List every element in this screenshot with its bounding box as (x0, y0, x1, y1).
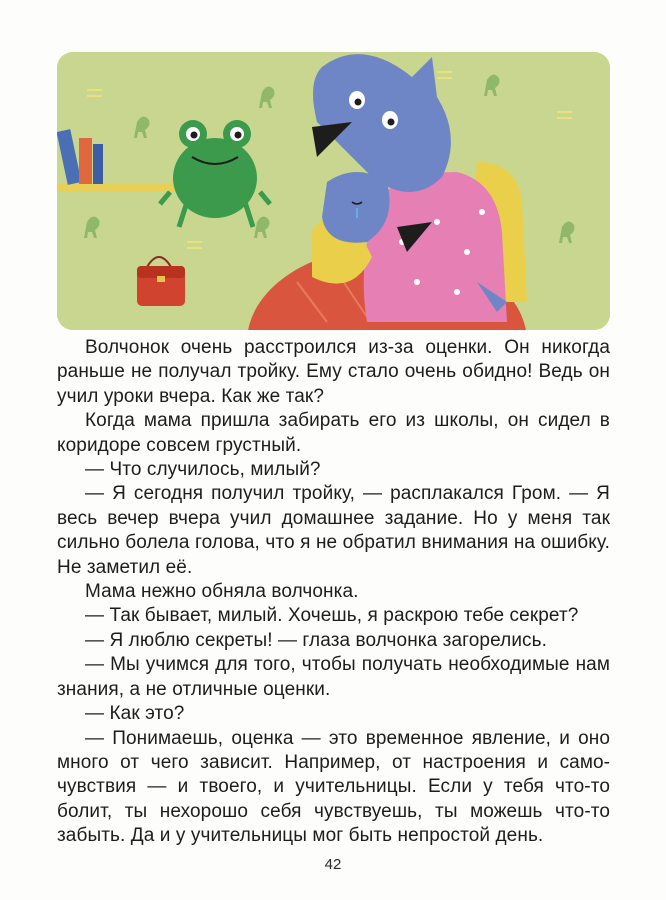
paragraph: — Так бывает, милый. Хочешь, я раскрою тебе секрет? (85, 605, 579, 627)
paragraph: — Я люблю секреты! — глаза волчонка загорелись. (85, 629, 548, 651)
book-navy (93, 144, 103, 184)
paragraph: Когда мама пришла забирать его из школы, он сидел в коридоре совсем грустный. (57, 410, 610, 456)
paragraph: — Как это? (85, 703, 185, 725)
story-illustration (57, 52, 610, 330)
story-text (57, 336, 610, 849)
paragraph: — Понимаешь, оценка — это временное явление, и оно много от чего зависит. Например, от настроения и самочувствия — и твоего, и учительницы. Если у тебя что-то болит, ты нехорошо себя чувствуешь, ты можешь что-то забыть. Да и у учительницы мог быть непростой день. (57, 727, 610, 847)
paragraph: — Мы учимся для того, чтобы получать необходимые нам знания, а не отличные оценки. (57, 654, 610, 700)
paragraph: Мама нежно обняла волчонка. (85, 581, 359, 603)
wolf-mother-hugging-cub-picture (57, 52, 610, 330)
paragraph: — Что случилось, милый? (85, 459, 321, 481)
paragraph: — Я сегодня получил тройку, — расплакался Гром. — Я весь вечер вчера учил домашнее задание. Но у меня так сильно болела голова, что я не обратил внимания на ошибку. Не заметил её. (57, 483, 610, 578)
paragraph: Волчонок очень расстроился из-за оценки. Он никогда раньше не получал тройку. Ему стало очень обидно! Ведь он учил уроки вчера. Как же так? (57, 337, 610, 407)
page-number: 42 (324, 856, 342, 873)
book-orange (79, 138, 92, 184)
